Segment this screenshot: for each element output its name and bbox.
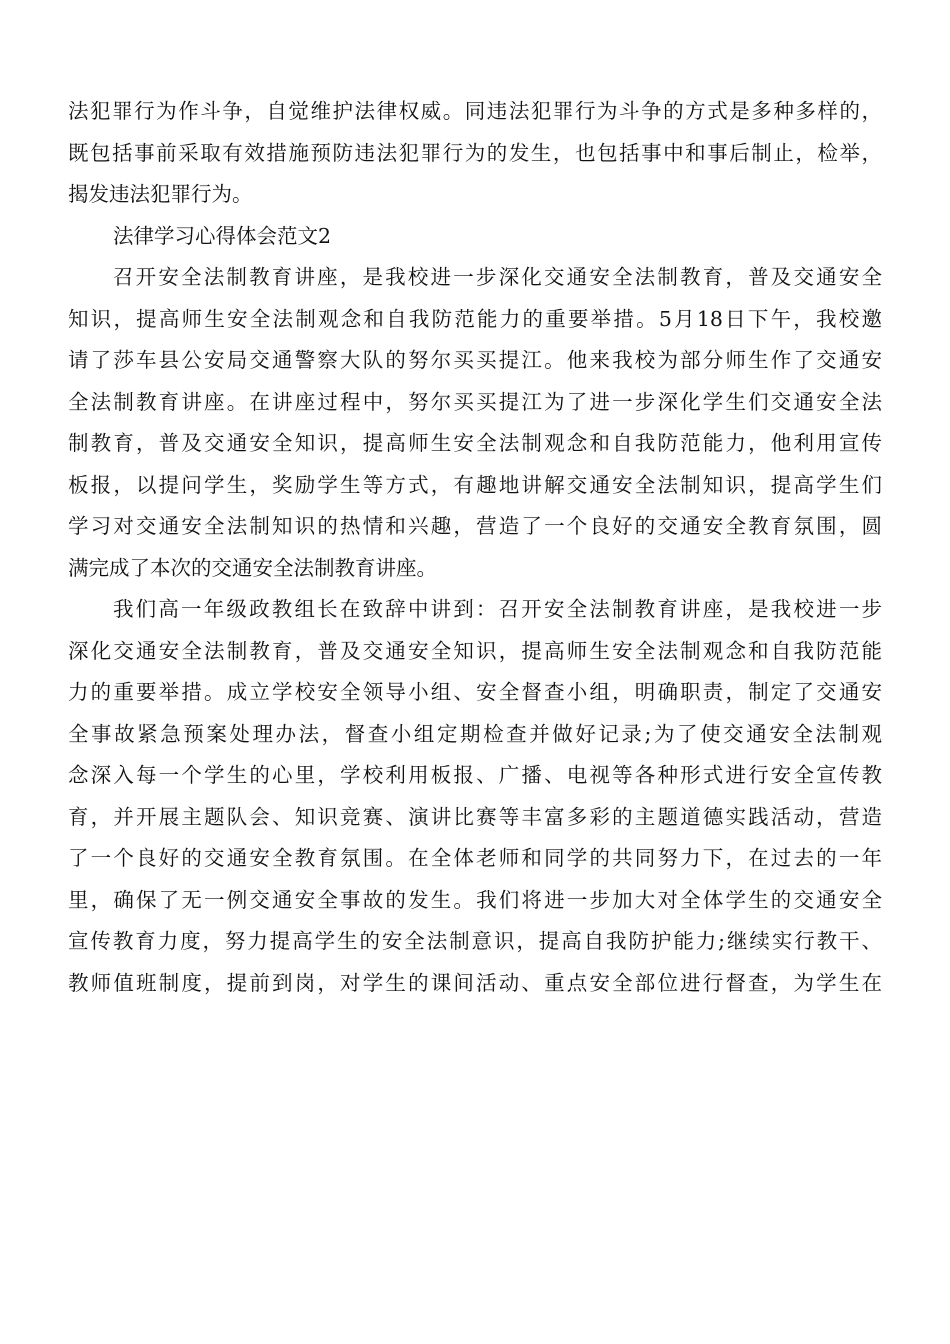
text-line: 学习对交通安全法制知识的热情和兴趣，营造了一个良好的交通安全教育氛围，圆 (68, 514, 882, 538)
text-line: 念深入每一个学生的心里，学校利用板报、广播、电视等各种形式进行安全宣传教 (68, 763, 882, 787)
text-line: 知识，提高师生安全法制观念和自我防范能力的重要举措。5月18日下午，我校邀 (68, 306, 882, 331)
section-heading (68, 216, 882, 258)
text-line: 召开安全法制教育讲座，是我校进一步深化交通安全法制教育，普及交通安全 (113, 265, 882, 289)
text-line: 里，确保了无一例交通安全事故的发生。我们将进一步加大对全体学生的交通安全 (68, 887, 882, 912)
text-line: 我们高一年级政教组长在致辞中讲到：召开安全法制教育讲座，是我校进一步 (113, 597, 882, 621)
text-line: 深化交通安全法制教育，普及交通安全知识，提高师生安全法制观念和自我防范能 (68, 638, 882, 663)
text-line: 全法制教育讲座。在讲座过程中，努尔买买提江为了进一步深化学生们交通安全法 (68, 389, 882, 414)
paragraph (68, 589, 882, 1004)
text-line: 全事故紧急预案处理办法，督查小组定期检查并做好记录;为了使交通安全法制观 (68, 721, 882, 746)
text-line: 了一个良好的交通安全教育氛围。在全体老师和同学的共同努力下，在过去的一年 (68, 846, 882, 870)
text-line: 教师值班制度，提前到岗，对学生的课间活动、重点安全部位进行督查，为学生在 (68, 970, 882, 995)
text-line: 制教育，普及交通安全知识，提高师生安全法制观念和自我防范能力，他利用宣传 (68, 431, 882, 455)
text-line: 板报，以提问学生，奖励学生等方式，有趣地讲解交通安全法制知识，提高学生们 (68, 472, 882, 497)
document-body (68, 91, 882, 1004)
text-line: 育，并开展主题队会、知识竞赛、演讲比赛等丰富多彩的主题道德实践活动，营造 (68, 804, 882, 829)
heading-text: 法律学习心得体会范文2 (113, 223, 332, 248)
text-line: 既包括事前采取有效措施预防违法犯罪行为的发生，也包括事中和事后制止，检举， (68, 140, 882, 165)
paragraph (68, 257, 882, 589)
text-line: 满完成了本次的交通安全法制教育讲座。 (68, 555, 437, 580)
text-line: 宣传教育力度，努力提高学生的安全法制意识，提高自我防护能力;继续实行教干、 (68, 929, 882, 953)
text-line: 力的重要举措。成立学校安全领导小组、安全督查小组，明确职责，制定了交通安 (68, 680, 882, 704)
text-line: 法犯罪行为作斗争，自觉维护法律权威。同违法犯罪行为斗争的方式是多种多样的， (68, 99, 882, 123)
text-line: 揭发违法犯罪行为。 (68, 182, 253, 206)
paragraph-continuation (68, 91, 882, 216)
text-line: 请了莎车县公安局交通警察大队的努尔买买提江。他来我校为部分师生作了交通安 (68, 348, 882, 372)
